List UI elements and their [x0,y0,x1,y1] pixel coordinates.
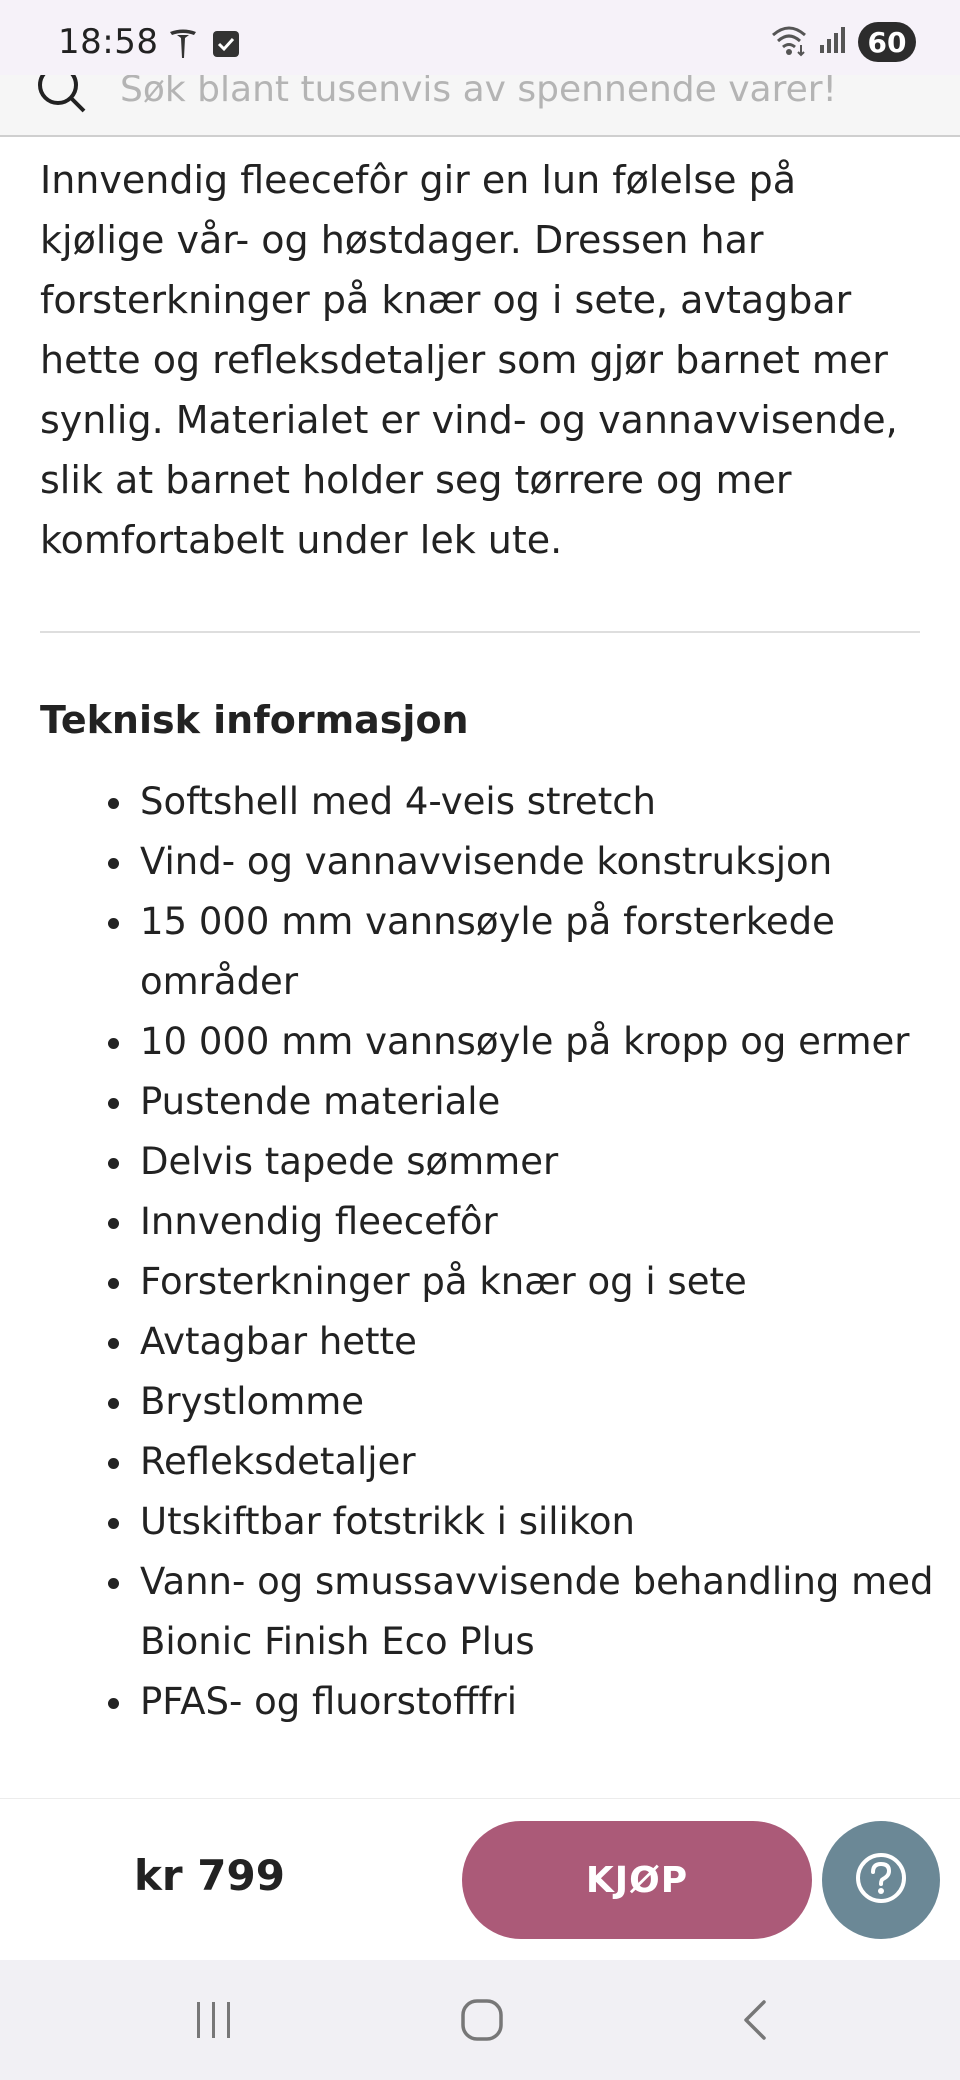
status-system-icons [770,22,916,62]
recent-apps-icon[interactable] [192,1998,236,2042]
list-item: Delvis tapede sømmer [140,1132,940,1192]
status-time: 18:58 [58,22,159,62]
list-item: 15 000 mm vannsøyle på forsterkede områder [140,892,940,1012]
purchase-bar [0,1798,960,1960]
search-icon[interactable] [34,75,90,121]
list-item: Pustende materiale [140,1072,940,1132]
section-divider [40,631,920,633]
signal-icon [818,25,848,59]
back-icon[interactable] [734,1998,778,2042]
tesla-icon [168,28,198,64]
list-item: Innvendig fleecefôr [140,1192,940,1252]
status-notification-icons [168,28,240,64]
checkbox-icon [212,30,240,62]
list-item: Avtagbar hette [140,1312,940,1372]
search-bar[interactable] [0,75,960,137]
battery-indicator: 60 [858,22,916,62]
list-item: Softshell med 4-veis stretch [140,772,940,832]
home-icon[interactable] [460,1998,504,2042]
wifi-icon [770,23,808,61]
list-item: Vann- og smussavvisende behandling med Bionic Finish Eco Plus [140,1552,940,1672]
help-button[interactable] [822,1821,940,1939]
list-item: Vind- og vannavvisende konstruksjon [140,832,940,892]
tech-info-heading: Teknisk informasjon [40,698,469,742]
system-navigation-bar [0,1960,960,2080]
list-item: Forsterkninger på knær og i sete [140,1252,940,1312]
buy-button[interactable]: KJØP [462,1821,812,1939]
list-item: PFAS- og fluorstofffri [140,1672,940,1732]
question-mark-icon [854,1851,908,1909]
list-item: Brystlomme [140,1372,940,1432]
product-description: Innvendig fleecefôr gir en lun følelse på kjølige vår- og høstdager. Dressen har forsterkninger på knær og i sete, avtagbar hette og refleksdetaljer som gjør barnet mer synlig. Materialet er vind- og vannavvisende, slik at barnet holder seg tørrere og mer komfortabelt under lek ute. [40,158,898,562]
list-item: 10 000 mm vannsøyle på kropp og ermer [140,1012,940,1072]
search-input[interactable]: Søk blant tusenvis av spennende varer! [120,75,837,110]
product-price: kr 799 [134,1851,285,1900]
tech-info-list [140,772,940,1732]
list-item: Utskiftbar fotstrikk i silikon [140,1492,940,1552]
list-item: Refleksdetaljer [140,1432,940,1492]
